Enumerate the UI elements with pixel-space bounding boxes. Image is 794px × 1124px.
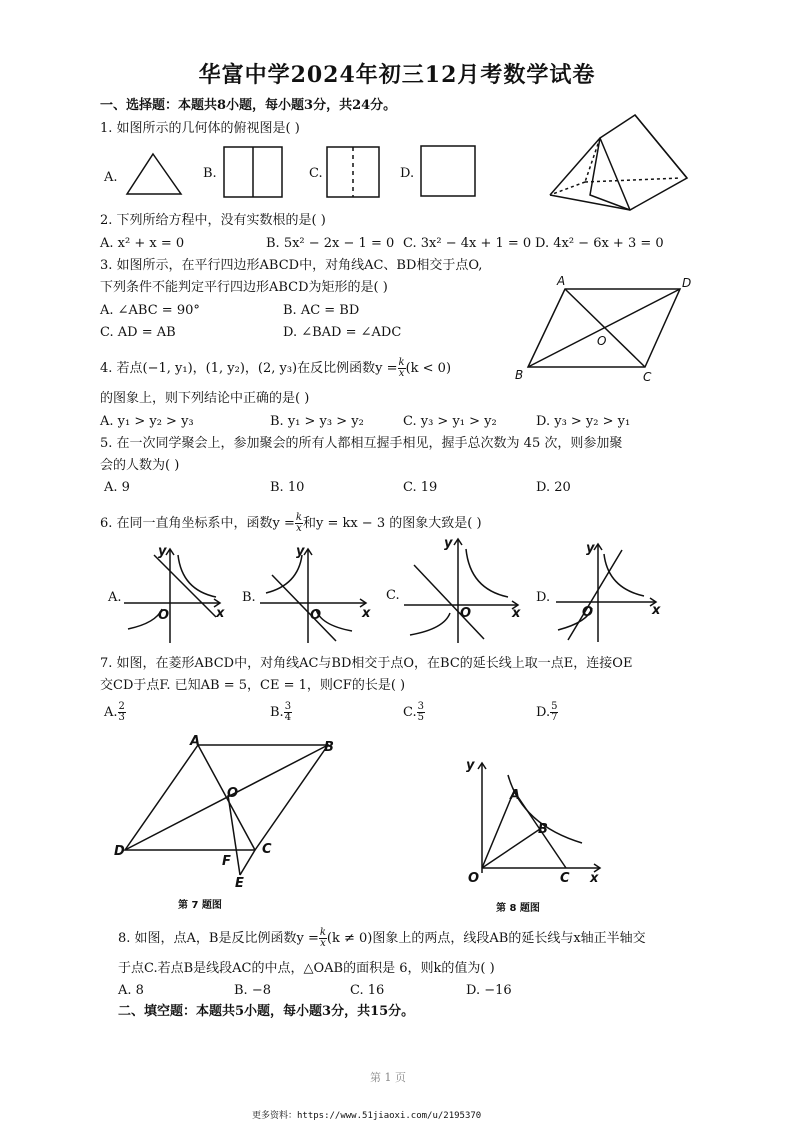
q3-stem-line1: 3. 如图所示，在平行四边形ABCD中，对角线AC、BD相交于点O, bbox=[100, 258, 483, 273]
q6-fraction-num: k bbox=[295, 512, 302, 523]
q8-fraction-den: x bbox=[320, 938, 326, 949]
q8-point-b: B bbox=[538, 822, 548, 837]
q2-option-d: D. 4x² − 6x + 3 = 0 bbox=[535, 236, 664, 251]
q8-fraction-num: k bbox=[319, 927, 326, 938]
q7-option-b-den: 4 bbox=[284, 712, 292, 723]
page-number: 第 1 页 bbox=[370, 1071, 406, 1084]
q6-b-y: y bbox=[296, 544, 305, 559]
q3-option-d: D. ∠BAD = ∠ADC bbox=[283, 325, 402, 340]
q7-point-e: E bbox=[235, 876, 244, 891]
q5-stem-line2: 会的人数为( ) bbox=[100, 458, 180, 473]
q7-option-a-fraction bbox=[118, 702, 126, 723]
q1-option-a-triangle bbox=[125, 152, 185, 197]
q3-point-c: C bbox=[643, 370, 652, 384]
q6-a-x: x bbox=[216, 606, 225, 621]
q5-option-c: C. 19 bbox=[403, 480, 438, 495]
q1-option-d-label: D. bbox=[400, 166, 415, 181]
q6-option-b-label: B. bbox=[242, 590, 256, 605]
q8-stem-line1 bbox=[118, 928, 646, 949]
q7-stem-line1: 7. 如图，在菱形ABCD中，对角线AC与BD相交于点O，在BC的延长线上取一点E，连接OE bbox=[100, 656, 633, 671]
q1-option-b-figure bbox=[223, 146, 285, 198]
q7-option-d-den: 7 bbox=[551, 712, 558, 723]
q7-option-c-den: 5 bbox=[417, 712, 424, 723]
q7-stem-line2: 交CD于点F. 已知AB = 5，CE = 1，则CF的长是( ) bbox=[100, 678, 406, 693]
q2-option-b: B. 5x² − 2x − 1 = 0 bbox=[266, 236, 395, 251]
section-heading-fill: 二、填空题：本题共5小题，每小题3分，共15分。 bbox=[118, 1004, 415, 1019]
q4-fraction bbox=[398, 358, 406, 379]
q1-prism-figure bbox=[540, 110, 690, 215]
q6-graph-c bbox=[400, 535, 530, 645]
q8-option-c: C. 16 bbox=[350, 983, 385, 998]
q1-stem: 1. 如图所示的几何体的俯视图是( ) bbox=[100, 121, 300, 136]
q7-option-c-label: C. bbox=[403, 705, 417, 720]
q6-option-d-label: D. bbox=[536, 590, 551, 605]
q7-option-d-fraction bbox=[550, 702, 558, 723]
q8-stem-post: (k ≠ 0)图象上的两点，线段AB的延长线与x轴正半轴交 bbox=[326, 931, 646, 946]
q6-fraction bbox=[295, 513, 303, 534]
q6-option-c-label: C. bbox=[386, 588, 400, 603]
q6-c-x: x bbox=[512, 606, 521, 621]
q7-option-c-fraction bbox=[417, 702, 425, 723]
q7-option-b bbox=[270, 702, 292, 723]
q3-stem-line2: 下列条件不能判定平行四边形ABCD为矩形的是( ) bbox=[100, 280, 388, 295]
q6-a-o: O bbox=[158, 608, 170, 623]
q6-stem-post: 和y = kx − 3 的图象大致是( ) bbox=[302, 516, 482, 531]
q3-point-d: D bbox=[682, 276, 692, 290]
q8-option-d: D. −16 bbox=[466, 983, 512, 998]
q1-option-b-label: B. bbox=[203, 166, 217, 181]
q2-stem: 2. 下列所给方程中，没有实数根的是( ) bbox=[100, 213, 326, 228]
q8-stem-line2: 于点C.若点B是线段AC的中点，△OAB的面积是 6，则k的值为( ) bbox=[118, 961, 495, 976]
q4-stem-line1 bbox=[100, 358, 451, 379]
q4-fraction-num: k bbox=[398, 357, 405, 368]
q7-option-a-num: 2 bbox=[118, 701, 125, 712]
q3-option-c: C. AD = AB bbox=[100, 325, 176, 340]
q7-option-c bbox=[403, 702, 425, 723]
q7-option-b-num: 3 bbox=[284, 701, 292, 712]
q7-option-c-num: 3 bbox=[417, 701, 424, 712]
q5-stem-line1: 5. 在一次同学聚会上，参加聚会的所有人都相互握手相见，握手总次数为 45 次，则参加聚 bbox=[100, 436, 623, 451]
q6-stem bbox=[100, 513, 482, 534]
q4-option-d: D. y₃ > y₂ > y₁ bbox=[536, 414, 631, 429]
q8-option-b: B. −8 bbox=[234, 983, 271, 998]
q8-axis-y: y bbox=[466, 758, 475, 773]
q6-a-y: y bbox=[158, 544, 167, 559]
q6-d-x: x bbox=[652, 603, 661, 618]
q3-parallelogram-figure bbox=[510, 275, 700, 385]
q5-option-d: D. 20 bbox=[536, 480, 571, 495]
q7-point-f: F bbox=[222, 854, 231, 869]
q7-point-b: B bbox=[324, 740, 334, 755]
q2-option-c: C. 3x² − 4x + 1 = 0 bbox=[403, 236, 532, 251]
q8-option-a: A. 8 bbox=[118, 983, 144, 998]
q7-point-d: D bbox=[114, 844, 125, 859]
q6-graph-d bbox=[552, 540, 662, 645]
q4-option-c: C. y₃ > y₁ > y₂ bbox=[403, 414, 497, 429]
q4-stem-line2: 的图象上，则下列结论中正确的是( ) bbox=[100, 391, 310, 406]
q1-option-c-figure bbox=[326, 146, 382, 198]
q6-graph-b bbox=[256, 545, 376, 645]
q7-option-d bbox=[536, 702, 558, 723]
section-heading-choice: 一、选择题：本题共8小题，每小题3分，共24分。 bbox=[100, 98, 397, 113]
q4-stem-post: (k < 0) bbox=[405, 361, 452, 376]
q6-b-o: O bbox=[310, 608, 322, 623]
q3-point-o: O bbox=[597, 334, 607, 348]
q7-rhombus-figure bbox=[110, 735, 350, 890]
q7-point-o: O bbox=[227, 786, 239, 801]
q8-point-a: A bbox=[510, 788, 521, 803]
q4-fraction-den: x bbox=[398, 368, 405, 379]
q8-stem-pre: 8. 如图，点A，B是反比例函数y = bbox=[118, 931, 319, 946]
q2-option-a: A. x² + x = 0 bbox=[100, 236, 185, 251]
q8-axis-x: x bbox=[590, 871, 599, 886]
q8-fraction bbox=[319, 928, 327, 949]
q6-stem-pre: 6. 在同一直角坐标系中，函数y = bbox=[100, 516, 295, 531]
q7-option-a bbox=[104, 702, 126, 723]
q6-c-y: y bbox=[444, 536, 453, 551]
q8-point-c: C bbox=[560, 871, 570, 886]
q6-b-x: x bbox=[362, 606, 371, 621]
q7-option-a-den: 3 bbox=[118, 712, 125, 723]
q1-option-d-figure bbox=[420, 145, 478, 199]
q6-c-o: O bbox=[460, 606, 472, 621]
page-title: 华富中学2024年初三12月考数学试卷 bbox=[198, 62, 596, 88]
q7-option-b-fraction bbox=[284, 702, 292, 723]
footer-link[interactable]: 更多资料：https://www.51jiaoxi.com/u/2195370 bbox=[252, 1111, 482, 1121]
q6-graph-a bbox=[120, 545, 230, 645]
q7-figure-caption: 第 7 题图 bbox=[178, 900, 222, 911]
q7-option-d-num: 5 bbox=[551, 701, 558, 712]
q4-option-b: B. y₁ > y₃ > y₂ bbox=[270, 414, 364, 429]
q4-option-a: A. y₁ > y₂ > y₃ bbox=[100, 414, 194, 429]
q3-option-b: B. AC = BD bbox=[283, 303, 360, 318]
q7-option-b-label: B. bbox=[270, 705, 284, 720]
q7-option-d-label: D. bbox=[536, 705, 551, 720]
q6-option-a-label: A. bbox=[108, 590, 122, 605]
q1-option-c-label: C. bbox=[309, 166, 323, 181]
q7-point-c: C bbox=[262, 842, 272, 857]
q4-stem-pre: 4. 若点(−1, y₁)，(1, y₂)，(2, y₃)在反比例函数y = bbox=[100, 361, 398, 376]
q5-option-a: A. 9 bbox=[104, 480, 130, 495]
q3-point-a: A bbox=[557, 274, 566, 288]
q6-fraction-den: x bbox=[296, 523, 302, 534]
q1-option-a-label: A. bbox=[104, 170, 118, 185]
q6-d-y: y bbox=[586, 541, 595, 556]
q3-point-b: B bbox=[515, 368, 524, 382]
q8-figure-caption: 第 8 题图 bbox=[496, 903, 540, 914]
q7-option-a-label: A. bbox=[104, 705, 118, 720]
q8-figure bbox=[462, 755, 612, 890]
q6-d-o: O bbox=[582, 605, 594, 620]
q5-option-b: B. 10 bbox=[270, 480, 305, 495]
q3-option-a: A. ∠ABC = 90° bbox=[100, 303, 200, 318]
q7-point-a: A bbox=[190, 734, 201, 749]
q8-origin: O bbox=[468, 871, 480, 886]
